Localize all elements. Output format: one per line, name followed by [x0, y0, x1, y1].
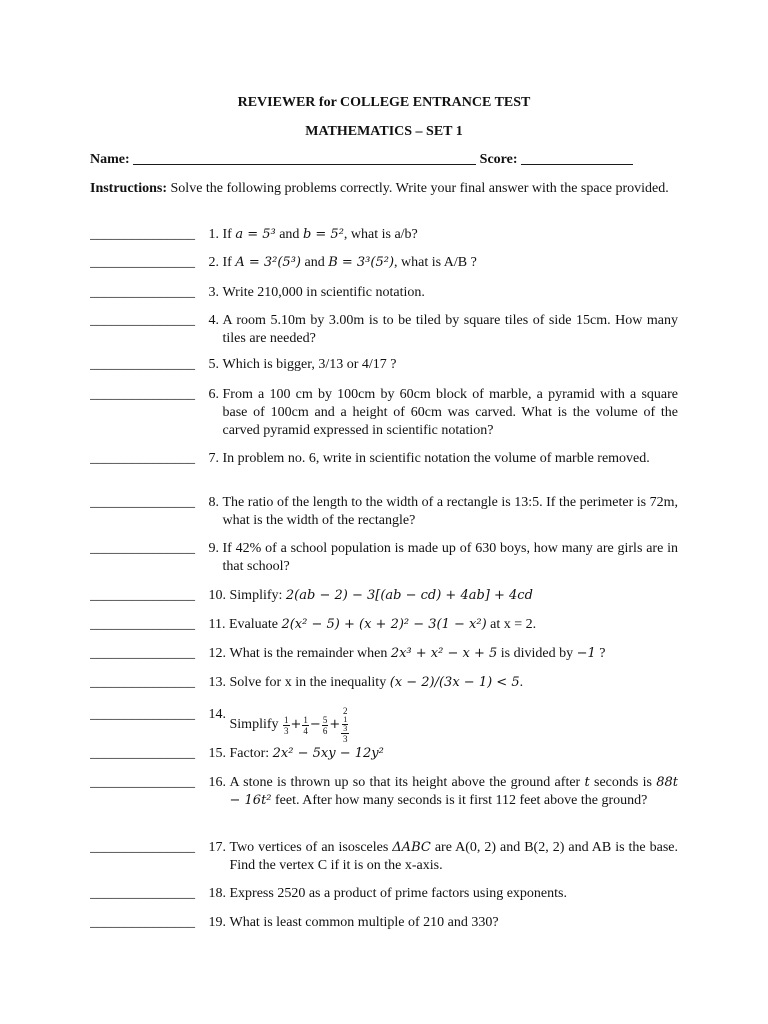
question-number: 16.: [205, 775, 230, 790]
math-expression: t: [584, 775, 590, 790]
question-text-part: In problem no. 6, write in scientific notation the volume of marble removed.: [222, 451, 650, 466]
question-text-part: Two vertices of an isosceles: [229, 840, 393, 855]
question-15: [90, 745, 678, 763]
score-field[interactable]: ________________: [521, 152, 633, 167]
answer-blank[interactable]: _______________: [90, 495, 195, 510]
math-expression: 2(ab − 2) − 3[(ab − cd) + 4ab] + 4cd: [285, 588, 533, 603]
answer-blank[interactable]: _______________: [90, 227, 195, 242]
question-number: 6.: [205, 387, 223, 402]
answer-blank[interactable]: _______________: [90, 675, 195, 690]
question-text: [223, 254, 679, 272]
question-number: 7.: [205, 451, 223, 466]
question-text-part: seconds is: [589, 775, 657, 790]
question-number: 10.: [205, 588, 230, 603]
question-text: [223, 540, 679, 576]
question-number: 11.: [205, 617, 229, 632]
answer-blank[interactable]: _______________: [90, 588, 195, 603]
question-13: [90, 674, 678, 692]
question-text: [230, 645, 679, 663]
question-text-part: ?: [595, 646, 606, 661]
math-expression: 2x³ + x² − x + 5: [390, 646, 498, 661]
question-text-part: A stone is thrown up so that its height above the ground after: [229, 775, 585, 790]
question-text: [223, 312, 679, 348]
instructions-label: Instructions:: [90, 181, 168, 196]
question-text: [230, 674, 679, 692]
operator: +: [290, 717, 302, 733]
question-text-part: at x = 2.: [486, 617, 537, 632]
question-text-part: Evaluate: [228, 617, 282, 632]
math-expression: −1: [576, 646, 596, 661]
question-text-part: A room 5.10m by 3.00m is to be tiled by square tiles of side 15cm. How many tiles are needed?: [222, 313, 678, 346]
answer-blank[interactable]: _______________: [90, 840, 195, 855]
fraction: $\frac{5}{6}$: [322, 714, 328, 736]
question-text-part: Factor:: [229, 746, 273, 761]
question-8: [90, 494, 678, 530]
answer-blank[interactable]: _______________: [90, 746, 195, 761]
question-5: [90, 356, 678, 374]
question-text-part: Which is bigger, 3/13 or 4/17 ?: [222, 357, 397, 372]
question-text: [223, 450, 679, 468]
name-field[interactable]: _________________________________________________: [133, 152, 477, 167]
question-text-part: If 42% of a school population is made up of 630 boys, how many are girls are in that school?: [222, 541, 678, 574]
name-label: Name:: [90, 152, 130, 167]
question-10: [90, 587, 678, 605]
question-number: 2.: [205, 255, 223, 270]
question-text: [223, 494, 679, 530]
question-text-part: , what is a/b?: [343, 227, 418, 242]
question-number: 8.: [205, 495, 223, 510]
question-7: [90, 450, 678, 468]
answer-blank[interactable]: _______________: [90, 387, 195, 402]
question-text-part: and: [300, 255, 329, 270]
score-label: Score:: [479, 152, 518, 167]
question-9: [90, 540, 678, 576]
fraction: 2 1 3 3: [342, 706, 348, 744]
question-4: [90, 312, 678, 348]
question-number: 13.: [205, 675, 230, 690]
question-number: 18.: [205, 886, 230, 901]
question-18: [90, 885, 678, 903]
answer-blank[interactable]: _______________: [90, 646, 195, 661]
question-text-part: .: [519, 675, 524, 690]
math-expression: b = 5²: [302, 227, 344, 242]
answer-blank[interactable]: _______________: [90, 451, 195, 466]
instructions: [90, 180, 678, 198]
question-text-part: Write 210,000 in scientific notation.: [222, 285, 425, 300]
fraction: $\frac{1}{4}$: [303, 714, 308, 736]
math-expression: a = 5³: [235, 227, 276, 242]
question-text: [230, 774, 679, 810]
question-14: [90, 706, 678, 744]
answer-blank[interactable]: _______________: [90, 313, 195, 328]
question-text: [230, 914, 679, 932]
question-text: [223, 284, 679, 302]
question-text-part: Express 2520 as a product of prime factors using exponents.: [229, 886, 567, 901]
answer-blank[interactable]: _______________: [90, 775, 195, 790]
math-expression: 2(x² − 5) + (x + 2)² − 3(1 − x²): [281, 617, 487, 632]
answer-blank[interactable]: _______________: [90, 255, 195, 270]
question-text-part: What is the remainder when: [229, 646, 391, 661]
question-text-part: Solve for x in the inequality: [229, 675, 390, 690]
answer-blank[interactable]: _______________: [90, 541, 195, 556]
document-title: REVIEWER for COLLEGE ENTRANCE TEST: [237, 95, 531, 110]
name-score-line: [90, 151, 678, 169]
answer-blank[interactable]: _______________: [90, 357, 195, 372]
question-number: 4.: [205, 313, 223, 328]
document-subtitle: MATHEMATICS – SET 1: [305, 124, 463, 139]
question-text-part: and: [275, 227, 303, 242]
question-number: 1.: [205, 227, 223, 242]
question-text-part: If: [222, 255, 236, 270]
question-text: [223, 386, 679, 440]
question-text: [230, 839, 679, 875]
question-number: 12.: [205, 646, 230, 661]
question-text: [230, 745, 679, 763]
question-text-part: If: [222, 227, 236, 242]
question-text-part: are A(0, 2) and B(2, 2) and AB is the base. Find the vertex C if it is on the x-axis.: [229, 840, 679, 873]
answer-blank[interactable]: _______________: [90, 886, 195, 901]
answer-blank[interactable]: _______________: [90, 617, 195, 632]
question-text-part: Simplify:: [229, 588, 286, 603]
question-text-part: , what is A/B ?: [394, 255, 477, 270]
math-expression: (x − 2)/(3x − 1) < 5: [389, 675, 520, 690]
math-expression: A = 3²(5³): [235, 255, 301, 270]
question-19: [90, 914, 678, 932]
question-16: [90, 774, 678, 810]
question-number: 14.: [205, 707, 230, 722]
math-expression: 2x² − 5xy − 12y²: [272, 746, 384, 761]
question-text-part: From a 100 cm by 100cm by 60cm block of marble, a pyramid with a square base of 100cm and a height of 60cm was carved. What is the volume of the carved pyramid expressed in scientific notation?: [222, 387, 678, 438]
question-text: [223, 226, 679, 244]
question-text-part: Simplify: [229, 717, 283, 733]
answer-blank[interactable]: _______________: [90, 285, 195, 300]
question-17: [90, 839, 678, 875]
question-number: 9.: [205, 541, 223, 556]
question-text-part: is divided by: [497, 646, 577, 661]
question-2: [90, 254, 678, 272]
question-text: [229, 616, 678, 634]
question-12: [90, 645, 678, 663]
question-11: [90, 616, 678, 634]
answer-blank[interactable]: _______________: [90, 915, 195, 930]
operator: −: [309, 717, 321, 733]
question-text: [230, 706, 679, 744]
question-number: 5.: [205, 357, 223, 372]
question-1: [90, 226, 678, 244]
question-6: [90, 386, 678, 440]
question-number: 19.: [205, 915, 230, 930]
math-expression: 88t − 16t²: [229, 775, 678, 808]
answer-blank[interactable]: _______________: [90, 707, 195, 722]
question-text: [230, 587, 679, 605]
question-text: [230, 885, 679, 903]
question-text: [223, 356, 679, 374]
question-number: 3.: [205, 285, 223, 300]
question-number: 15.: [205, 746, 230, 761]
question-text-part: What is least common multiple of 210 and 330?: [229, 915, 499, 930]
operator: +: [329, 717, 341, 733]
fraction: $\frac{1}{3}$: [284, 714, 289, 736]
math-expression: ΔABC: [392, 840, 431, 855]
question-text-part: feet. After how many seconds is it first 112 feet above the ground?: [271, 793, 648, 808]
math-expression: B = 3³(5²): [328, 255, 395, 270]
question-number: 17.: [205, 840, 230, 855]
instructions-text: Solve the following problems correctly. Write your final answer with the space provided.: [167, 181, 669, 196]
question-text-part: The ratio of the length to the width of a rectangle is 13:5. If the perimeter is 72m, what is the width of the rectangle?: [222, 495, 678, 528]
question-3: [90, 284, 678, 302]
